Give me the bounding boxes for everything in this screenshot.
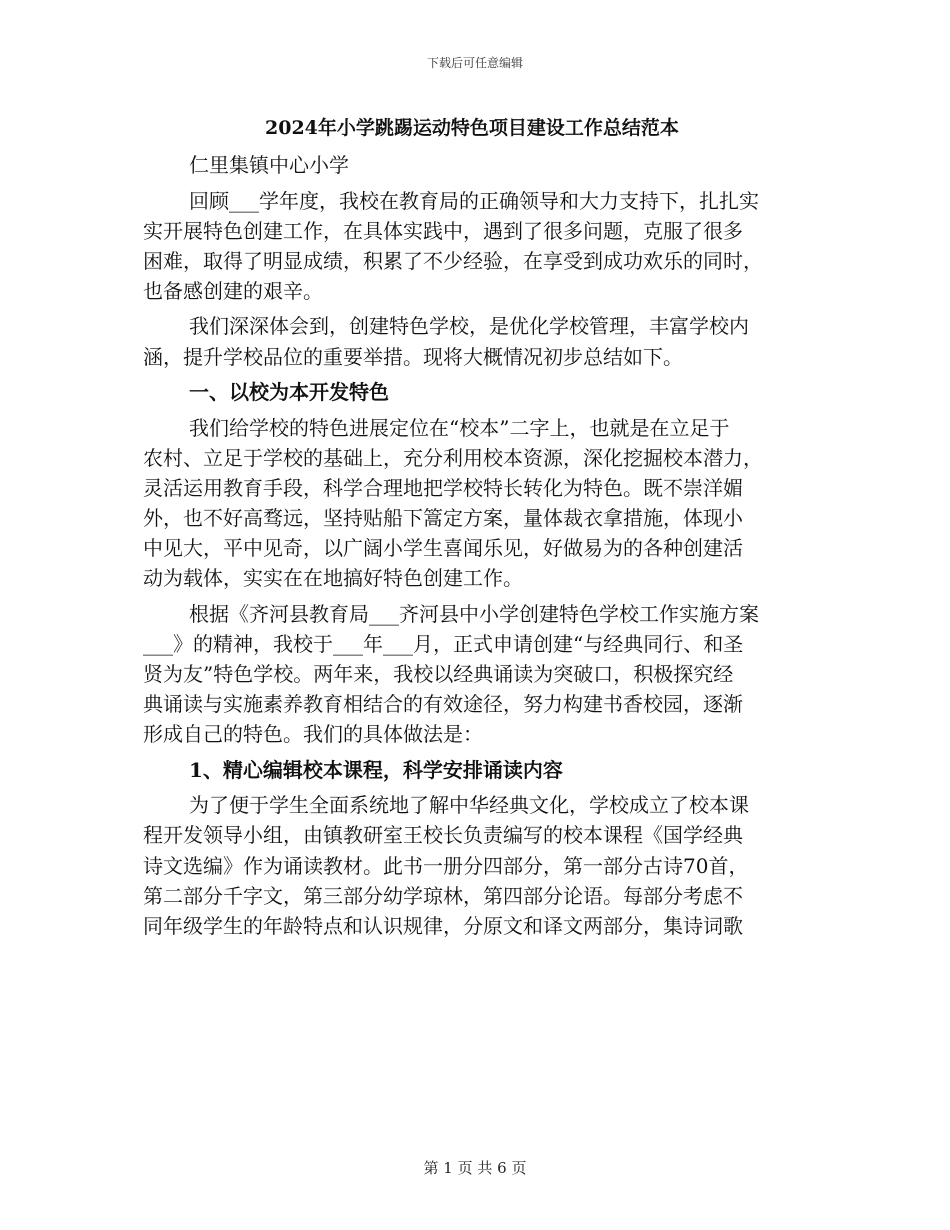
text-line: 形成自己的特色。我们的具体做法是：	[143, 722, 483, 747]
document-title: 2024年小学跳踢运动特色项目建设工作总结范本	[265, 117, 679, 139]
text-line: 根据《齐河县教育局___齐河县中小学创建特色学校工作实施方案	[189, 601, 759, 626]
text-line: 也备感创建的艰辛。	[143, 278, 323, 303]
page-header: 下载后可任意编辑	[426, 56, 523, 70]
text-line: 动为载体，实实在在地搞好特色创建工作。	[143, 566, 523, 591]
text-line: 典诵读与实施素养教育相结合的有效途径，努力构建书香校园，逐渐	[143, 692, 743, 717]
text-line: 我们给学校的特色进展定位在“校本”二字上，也就是在立足于	[189, 415, 730, 440]
text-line: 灵活运用教育手段，科学合理地把学校特长转化为特色。既不崇洋媚	[143, 475, 743, 500]
document-paragraphs	[143, 150, 811, 941]
text-line: 诗文选编》作为诵读教材。此书一册分四部分，第一部分古诗70首，	[143, 853, 749, 878]
section-heading	[143, 377, 811, 407]
text-line: 程开发领导小组，由镇教研室王校长负责编写的校本课程《国学经典	[143, 823, 743, 848]
text-line: 仁里集镇中心小学	[189, 153, 349, 177]
text-line: 农村、立足于学校的基础上，充分利用校本资源，深化挖掘校本潜力，	[143, 445, 763, 470]
paragraph	[143, 311, 811, 371]
paragraph	[143, 790, 811, 940]
section-heading	[143, 755, 811, 785]
paragraph	[143, 150, 811, 180]
text-line: 实开展特色创建工作，在具体实践中，遇到了很多问题，克服了很多	[143, 218, 743, 243]
text-line: 困难，取得了明显成绩，积累了不少经验，在享受到成功欢乐的同时，	[143, 248, 763, 273]
text-line: 外，也不好高骛远，坚持贴船下篙定方案，量体裁衣拿措施，体现小	[143, 506, 743, 531]
text-line: 回顾___学年度，我校在教育局的正确领导和大力支持下，扎扎实	[189, 188, 759, 213]
paragraph	[143, 186, 811, 306]
text-line: 中见大，平中见奇，以广阔小学生喜闻乐见，好做易为的各种创建活	[143, 536, 743, 561]
text-line: 一、以校为本开发特色	[189, 380, 389, 405]
paragraph	[143, 413, 811, 594]
text-line: 为了便于学生全面系统地了解中华经典文化，学校成立了校本课	[189, 793, 749, 818]
text-line: 涵，提升学校品位的重要举措。现将大概情况初步总结如下。	[143, 344, 683, 369]
text-line: 贤为友”特色学校。两年来，我校以经典诵读为突破口，积极探究经	[143, 662, 734, 686]
text-line: ___》的精神，我校于___年___月，正式申请创建“与经典同行、和圣	[143, 631, 744, 656]
paragraph	[143, 599, 811, 749]
text-line: 第二部分千字文，第三部分幼学琼林，第四部分论语。每部分考虑不	[143, 883, 743, 908]
page-footer: 第 1 页 共 6 页	[423, 1159, 527, 1177]
text-line: 我们深深体会到，创建特色学校，是优化学校管理，丰富学校内	[189, 314, 749, 339]
text-line: 1、精心编辑校本课程，科学安排诵读内容	[189, 757, 563, 782]
text-line: 同年级学生的年龄特点和认识规律，分原文和译文两部分，集诗词歌	[143, 913, 743, 938]
document-body	[143, 112, 811, 946]
